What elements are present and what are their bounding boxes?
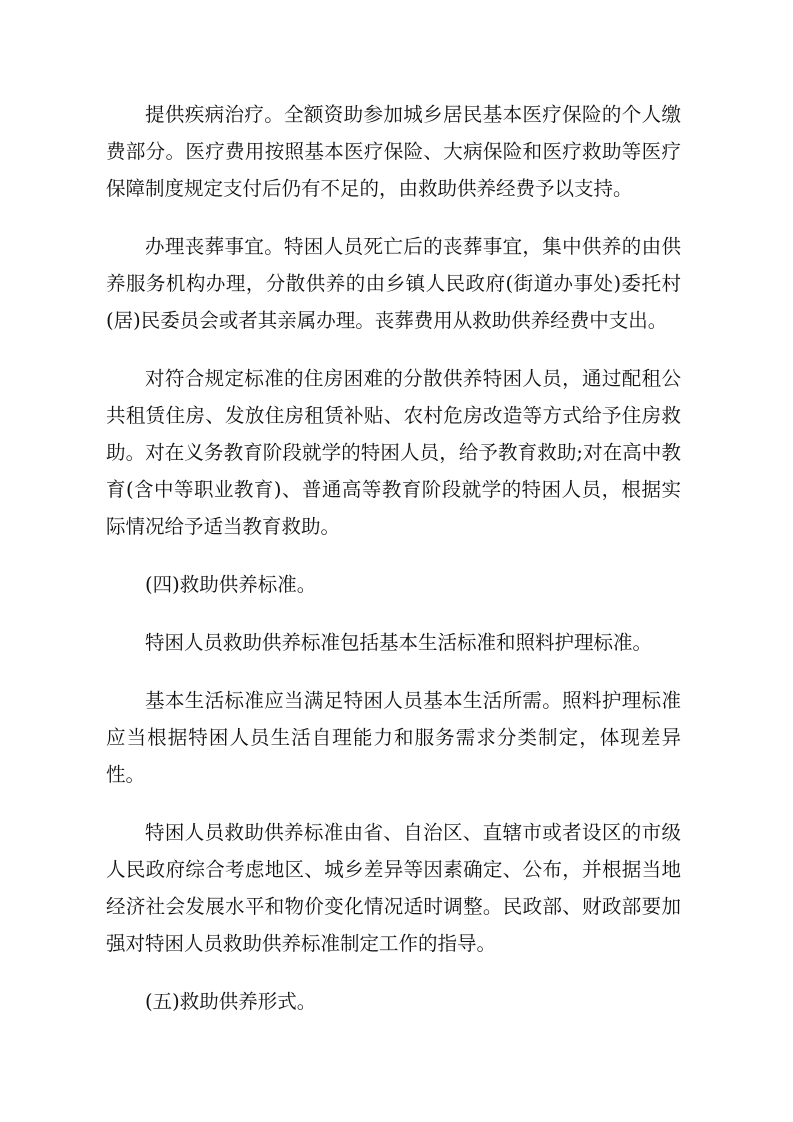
paragraph-standard-setting: 特困人员救助供养标准由省、自治区、直辖市或者设区的市级人民政府综合考虑地区、城乡差异等因素确定、公布，并根据当地经济社会发展水平和物价变化情况适时调整。民政部、财政部要加强对特困人员救助供养标准制定工作的指导。 <box>106 821 681 955</box>
paragraph-medical-care: 提供疾病治疗。全额资助参加城乡居民基本医疗保险的个人缴费部分。医疗费用按照基本医疗保险、大病保险和医疗救助等医疗保障制度规定支付后仍有不足的，由救助供养经费予以支持。 <box>106 103 681 200</box>
section-heading-standards: (四)救助供养标准。 <box>145 573 317 596</box>
section-heading-forms: (五)救助供养形式。 <box>145 990 317 1013</box>
document-body <box>106 96 681 1041</box>
paragraph-funeral-affairs: 办理丧葬事宜。特困人员死亡后的丧葬事宜，集中供养的由供养服务机构办理，分散供养的由乡镇人民政府(街道办事处)委托村(居)民委员会或者其亲属办理。丧葬费用从救助供养经费中支出。 <box>106 235 681 332</box>
paragraph-standards-scope: 特困人员救助供养标准包括基本生活标准和照料护理标准。 <box>145 631 653 654</box>
paragraph-housing-education: 对符合规定标准的住房困难的分散供养特困人员，通过配租公共租赁住房、发放住房租赁补贴、农村危房改造等方式给予住房救助。对在义务教育阶段就学的特困人员，给予教育救助;对在高中教育(含中等职业教育)、普通高等教育阶段就学的特困人员，根据实际情况给予适当教育救助。 <box>106 367 681 538</box>
paragraph-basic-living-standard: 基本生活标准应当满足特困人员基本生活所需。照料护理标准应当根据特困人员生活自理能力和服务需求分类制定，体现差异性。 <box>106 689 681 786</box>
